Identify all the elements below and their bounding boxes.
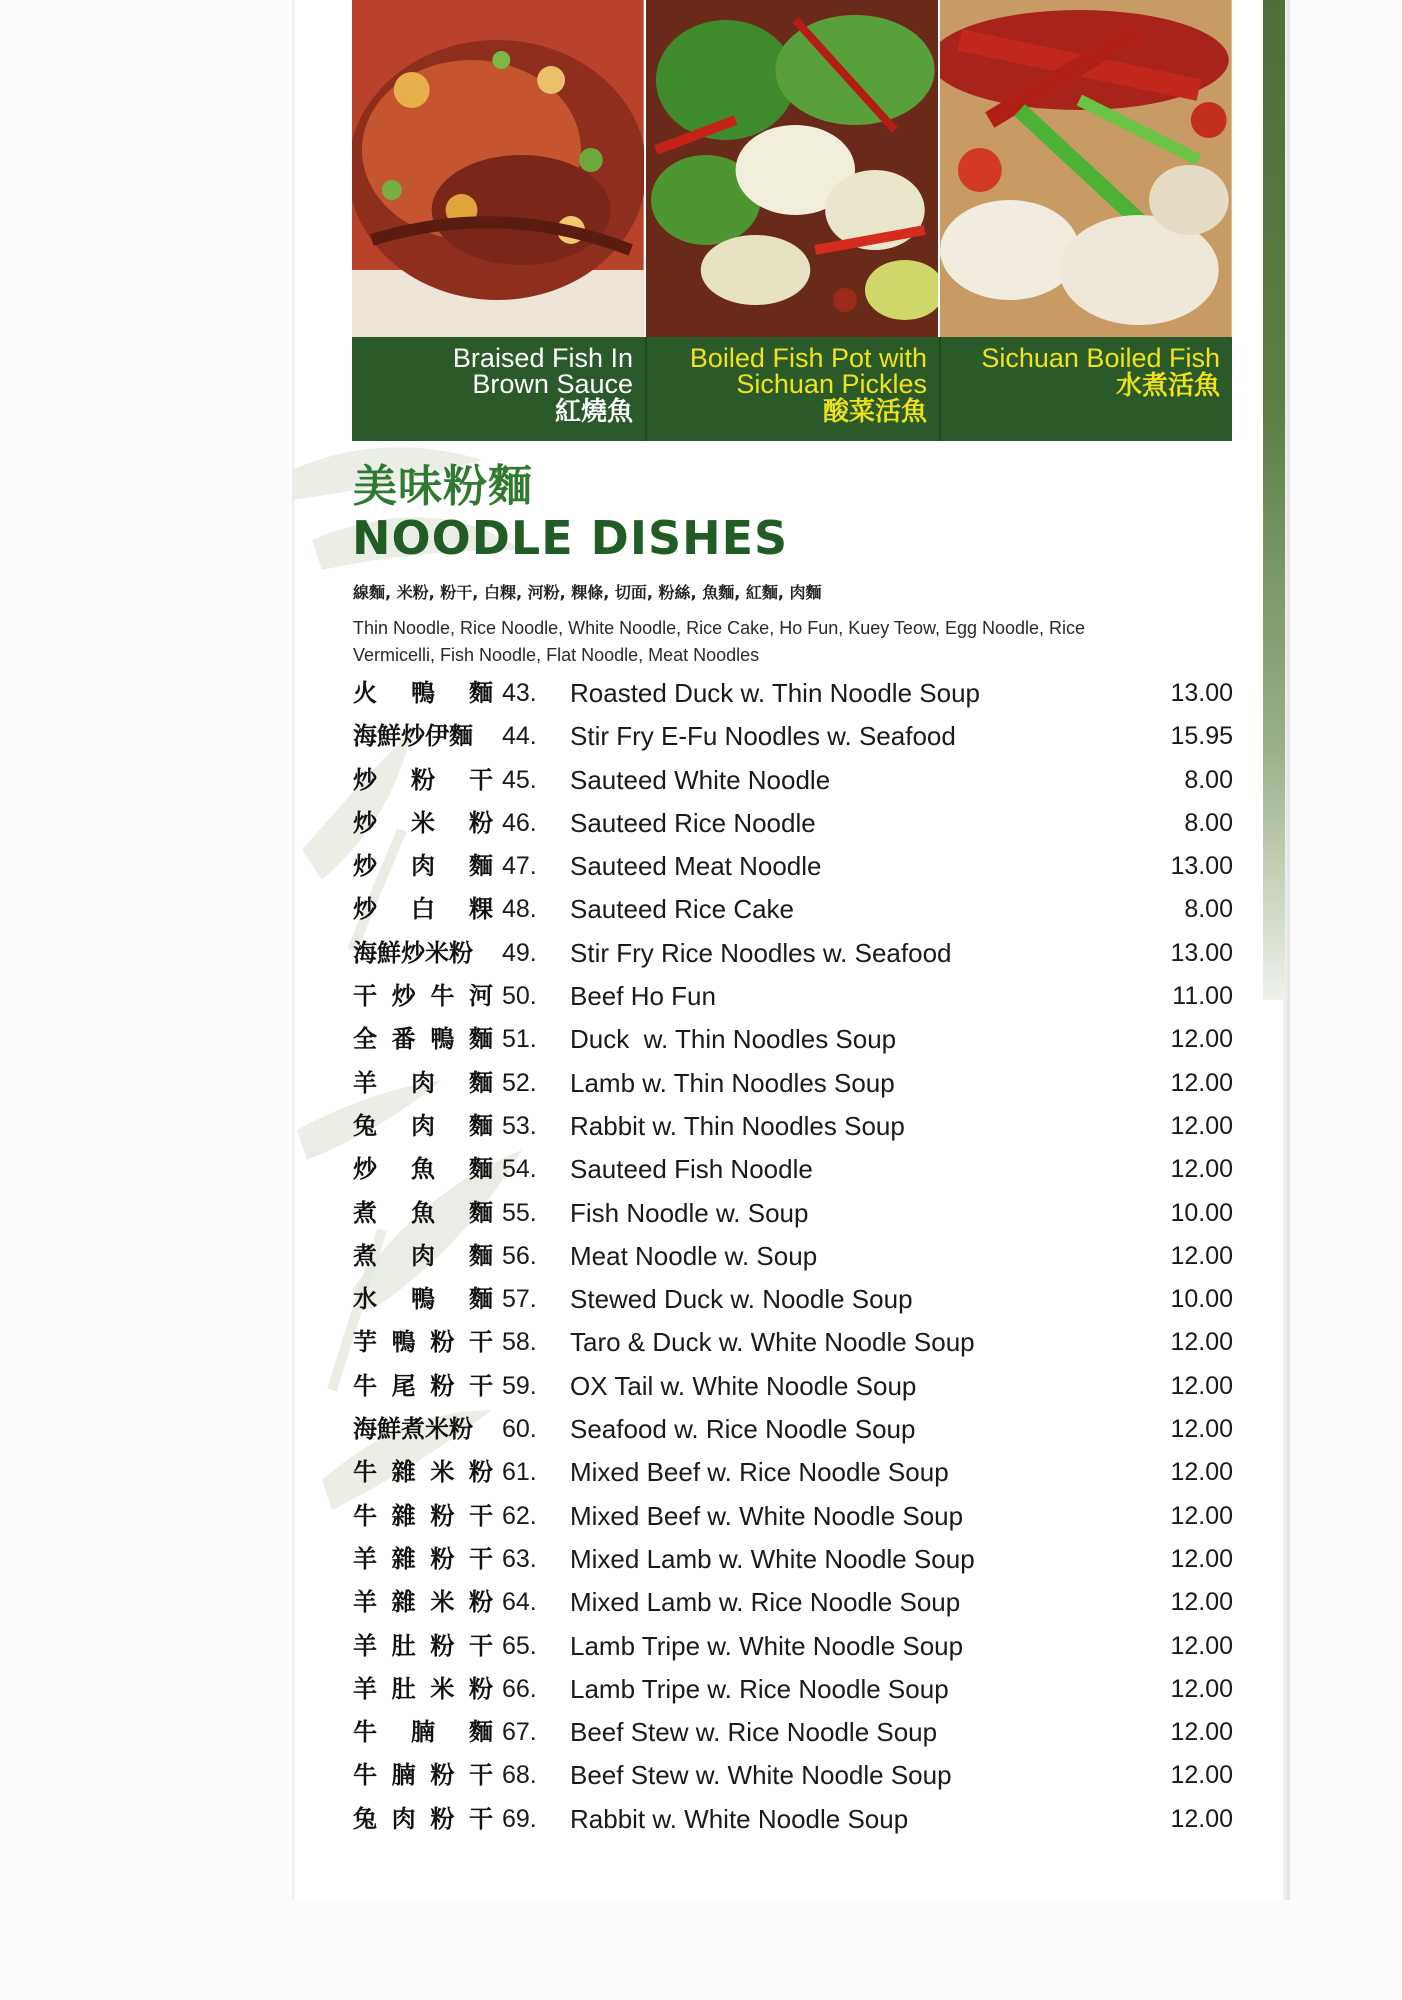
item-price: 13.00 <box>1170 938 1233 967</box>
item-chinese-char: 水 <box>353 1285 377 1314</box>
item-price: 12.00 <box>1170 1761 1233 1790</box>
item-number: 49. <box>502 938 537 967</box>
item-chinese-name <box>353 1151 493 1187</box>
item-english-name: Meat Noodle w. Soup <box>570 1240 818 1271</box>
menu-item <box>353 1151 1233 1194</box>
item-chinese-char: 粉 <box>411 765 435 794</box>
item-chinese-name <box>353 1411 493 1447</box>
item-chinese-char: 牛 <box>353 1371 377 1400</box>
item-chinese-char: 腩 <box>391 1761 416 1790</box>
item-chinese-char: 煮 <box>353 1241 377 1270</box>
item-number: 45. <box>502 765 537 794</box>
item-chinese-char: 尾 <box>391 1371 416 1400</box>
item-number: 68. <box>502 1761 537 1790</box>
menu-item <box>353 1281 1233 1324</box>
caption-braised-fish <box>352 337 645 441</box>
item-price: 12.00 <box>1170 1544 1233 1573</box>
item-chinese-char: 牛 <box>430 982 455 1011</box>
item-chinese-char: 牛 <box>353 1501 377 1530</box>
item-chinese-name <box>353 1628 493 1664</box>
item-price: 12.00 <box>1170 1415 1233 1444</box>
item-chinese-char: 羊 <box>353 1631 377 1660</box>
item-chinese-name <box>353 1021 493 1057</box>
menu-item <box>353 805 1233 848</box>
braised-fish-photo <box>352 0 644 337</box>
menu-item <box>353 1065 1233 1108</box>
item-price: 12.00 <box>1170 1674 1233 1703</box>
item-chinese-char: 炒 <box>353 852 377 881</box>
item-chinese-char: 肚 <box>391 1674 416 1703</box>
caption-zh: 紅燒魚 <box>554 397 633 427</box>
item-price: 13.00 <box>1170 679 1233 707</box>
item-chinese-char: 粉 <box>430 1631 455 1660</box>
item-number: 50. <box>502 982 537 1011</box>
item-chinese-char: 炒 <box>353 1155 377 1184</box>
item-chinese-char: 兔 <box>353 1804 377 1833</box>
menu-item <box>353 1757 1233 1800</box>
item-chinese-name <box>353 1281 493 1317</box>
menu-item <box>353 935 1233 978</box>
menu-item <box>353 1108 1233 1151</box>
item-price: 12.00 <box>1170 1458 1233 1487</box>
item-chinese-char: 粿 <box>469 895 493 924</box>
item-chinese-name <box>353 1324 493 1360</box>
item-chinese-char: 肉 <box>411 1068 435 1097</box>
item-number: 63. <box>502 1544 537 1573</box>
menu-item <box>353 1498 1233 1541</box>
item-chinese-name <box>353 935 493 971</box>
item-chinese-char: 雜 <box>391 1544 416 1573</box>
item-chinese-char: 海鮮煮米粉 <box>353 1415 473 1444</box>
section-title-en: NOODLE DISHES <box>352 511 789 565</box>
menu-item <box>353 1454 1233 1497</box>
item-chinese-char: 干 <box>468 1544 493 1573</box>
item-chinese-char: 火 <box>353 679 377 707</box>
item-chinese-name <box>353 762 493 798</box>
item-chinese-char: 粉 <box>468 1588 493 1617</box>
item-chinese-char: 米 <box>430 1588 455 1617</box>
caption-en: Braised Fish In Brown Sauce <box>452 343 633 399</box>
item-price: 12.00 <box>1170 1068 1233 1097</box>
item-chinese-char: 羊 <box>353 1588 377 1617</box>
item-chinese-char: 干 <box>468 1804 493 1833</box>
noodle-types-en: Thin Noodle, Rice Noodle, White Noodle, Rice Cake, Ho Fun, Kuey Teow, Egg Noodle, Rice Vermicelli, Fish Noodle, Flat Noodle, Meat Noodles <box>353 618 1086 665</box>
item-number: 57. <box>502 1285 537 1314</box>
item-number: 47. <box>502 852 537 881</box>
item-price: 11.00 <box>1172 982 1233 1011</box>
item-english-name: Duck w. Thin Noodles Soup <box>570 1024 897 1055</box>
item-price: 12.00 <box>1170 1025 1233 1054</box>
item-chinese-char: 牛 <box>353 1718 377 1747</box>
menu-item <box>353 1368 1233 1411</box>
item-price: 10.00 <box>1170 1285 1233 1314</box>
item-chinese-char: 牛 <box>353 1458 377 1487</box>
item-chinese-char: 干 <box>468 1631 493 1660</box>
item-chinese-char: 粉 <box>430 1328 455 1357</box>
item-chinese-char: 海鮮炒米粉 <box>353 938 473 967</box>
item-english-name: Sauteed Rice Cake <box>570 894 795 925</box>
item-chinese-char: 米 <box>411 808 435 837</box>
item-chinese-name <box>353 1065 493 1101</box>
item-chinese-char: 肉 <box>391 1804 416 1833</box>
menu-item <box>353 1411 1233 1454</box>
item-price: 12.00 <box>1170 1631 1233 1660</box>
menu-item <box>353 762 1233 805</box>
item-chinese-char: 兔 <box>353 1111 377 1140</box>
item-chinese-char: 羊 <box>353 1544 377 1573</box>
item-chinese-char: 鴨 <box>411 1285 435 1314</box>
item-chinese-char: 雜 <box>391 1588 416 1617</box>
item-chinese-char: 鴨 <box>391 1328 416 1357</box>
item-chinese-name <box>353 1454 493 1490</box>
item-chinese-char: 河 <box>468 982 493 1011</box>
item-chinese-char: 魚 <box>411 1198 435 1227</box>
item-price: 13.00 <box>1170 852 1233 881</box>
item-chinese-name <box>353 1757 493 1793</box>
item-chinese-char: 羊 <box>353 1068 377 1097</box>
item-chinese-char: 粉 <box>430 1544 455 1573</box>
item-number: 46. <box>502 808 537 837</box>
menu-item <box>353 1238 1233 1281</box>
menu-item <box>353 1541 1233 1584</box>
item-price: 15.95 <box>1170 722 1233 751</box>
item-chinese-char: 粉 <box>430 1501 455 1530</box>
item-chinese-char: 腩 <box>411 1718 435 1747</box>
item-chinese-name <box>353 718 493 754</box>
item-chinese-name <box>353 805 493 841</box>
item-chinese-char: 粉 <box>468 1674 493 1703</box>
item-chinese-char: 煮 <box>353 1198 377 1227</box>
item-number: 59. <box>502 1371 537 1400</box>
item-chinese-char: 麵 <box>468 1025 493 1054</box>
item-number: 54. <box>502 1155 537 1184</box>
item-chinese-char: 米 <box>430 1458 455 1487</box>
item-chinese-char: 麵 <box>469 1718 493 1747</box>
item-chinese-name <box>353 891 493 927</box>
caption-sichuan-boiled-fish <box>939 337 1232 441</box>
boiled-fish-pickles-photo <box>644 0 939 337</box>
item-chinese-name <box>353 1498 493 1534</box>
item-english-name: Lamb w. Thin Noodles Soup <box>570 1067 895 1098</box>
item-number: 44. <box>502 722 537 751</box>
item-number: 51. <box>502 1025 537 1054</box>
item-chinese-char: 粉 <box>468 1458 493 1487</box>
item-chinese-char: 肉 <box>411 1241 435 1270</box>
item-chinese-name <box>353 1238 493 1274</box>
item-chinese-char: 干 <box>468 1501 493 1530</box>
menu-item <box>353 675 1233 718</box>
item-number: 52. <box>502 1068 537 1097</box>
item-chinese-name <box>353 1584 493 1620</box>
menu-item <box>353 718 1233 761</box>
item-english-name: Sauteed Meat Noodle <box>570 851 822 882</box>
item-chinese-char: 干 <box>469 765 493 794</box>
menu-item <box>353 1324 1233 1367</box>
menu-item <box>353 891 1233 934</box>
item-chinese-char: 番 <box>391 1025 416 1054</box>
item-number: 56. <box>502 1241 537 1270</box>
item-price: 8.00 <box>1184 895 1233 924</box>
item-chinese-char: 麵 <box>469 852 493 881</box>
item-chinese-char: 麵 <box>469 1198 493 1227</box>
item-number: 58. <box>502 1328 537 1357</box>
item-number: 60. <box>502 1415 537 1444</box>
item-chinese-name <box>353 1368 493 1404</box>
menu-item <box>353 1628 1233 1671</box>
item-english-name: Rabbit w. Thin Noodles Soup <box>570 1110 905 1141</box>
photo-caption-band <box>352 337 1232 441</box>
menu-item <box>353 1195 1233 1238</box>
item-chinese-char: 芋 <box>353 1328 377 1357</box>
item-chinese-char: 麵 <box>469 1111 493 1140</box>
item-english-name: Stir Fry Rice Noodles w. Seafood <box>570 937 952 968</box>
caption-boiled-fish-pickles <box>645 337 939 441</box>
item-chinese-char: 羊 <box>353 1674 377 1703</box>
item-number: 55. <box>502 1198 537 1227</box>
item-chinese-char: 米 <box>430 1674 455 1703</box>
item-number: 64. <box>502 1588 537 1617</box>
item-price: 12.00 <box>1170 1588 1233 1617</box>
item-english-name: Beef Stew w. Rice Noodle Soup <box>570 1717 938 1748</box>
item-english-name: Roasted Duck w. Thin Noodle Soup <box>570 678 980 708</box>
item-number: 66. <box>502 1674 537 1703</box>
section-title-zh: 美味粉麵 <box>353 461 533 512</box>
item-chinese-name <box>353 1801 493 1837</box>
item-english-name: Taro & Duck w. White Noodle Soup <box>570 1327 975 1358</box>
item-price: 12.00 <box>1170 1718 1233 1747</box>
item-price: 8.00 <box>1184 808 1233 837</box>
item-english-name: Mixed Beef w. Rice Noodle Soup <box>570 1457 949 1488</box>
caption-zh: 酸菜活魚 <box>822 397 927 427</box>
item-chinese-char: 海鮮炒伊麵 <box>353 722 473 751</box>
dish-photo-band <box>352 0 1232 337</box>
item-chinese-name <box>353 848 493 884</box>
item-english-name: Rabbit w. White Noodle Soup <box>570 1803 909 1834</box>
item-english-name: Seafood w. Rice Noodle Soup <box>570 1414 916 1445</box>
item-chinese-name <box>353 978 493 1014</box>
item-english-name: Beef Stew w. White Noodle Soup <box>570 1760 952 1791</box>
noodle-types-zh: 線麵, 米粉, 粉干, 白粿, 河粉, 粿條, 切面, 粉絲, 魚麵, 紅麵, 肉麵 <box>353 583 822 602</box>
item-number: 43. <box>502 679 537 707</box>
item-chinese-char: 炒 <box>353 765 377 794</box>
item-chinese-char: 炒 <box>391 982 416 1011</box>
item-chinese-char: 肉 <box>411 852 435 881</box>
item-chinese-char: 白 <box>411 895 435 924</box>
item-chinese-name <box>353 1671 493 1707</box>
item-number: 48. <box>502 895 537 924</box>
item-chinese-char: 麵 <box>469 1241 493 1270</box>
item-price: 8.00 <box>1184 765 1233 794</box>
item-chinese-char: 麵 <box>469 1155 493 1184</box>
menu-item <box>353 1801 1233 1844</box>
item-chinese-char: 鴨 <box>411 679 435 707</box>
item-number: 61. <box>502 1458 537 1487</box>
item-chinese-char: 干 <box>468 1328 493 1357</box>
item-chinese-char: 粉 <box>430 1761 455 1790</box>
item-chinese-char: 麵 <box>469 1068 493 1097</box>
item-chinese-char: 牛 <box>353 1761 377 1790</box>
item-chinese-name <box>353 1714 493 1750</box>
item-chinese-char: 干 <box>468 1761 493 1790</box>
item-english-name: Mixed Lamb w. Rice Noodle Soup <box>570 1587 961 1618</box>
item-chinese-char: 粉 <box>430 1371 455 1400</box>
item-english-name: Lamb Tripe w. Rice Noodle Soup <box>570 1673 949 1704</box>
item-chinese-char: 肚 <box>391 1631 416 1660</box>
item-chinese-name <box>353 1541 493 1577</box>
item-number: 67. <box>502 1718 537 1747</box>
item-price: 12.00 <box>1170 1371 1233 1400</box>
caption-en: Boiled Fish Pot with Sichuan Pickles <box>689 343 927 399</box>
item-english-name: Beef Ho Fun <box>570 981 716 1012</box>
menu-item <box>353 1584 1233 1627</box>
item-chinese-char: 炒 <box>353 895 377 924</box>
item-chinese-name <box>353 675 493 711</box>
menu-item <box>353 1714 1233 1757</box>
item-chinese-char: 粉 <box>469 808 493 837</box>
item-number: 69. <box>502 1804 537 1833</box>
item-english-name: Lamb Tripe w. White Noodle Soup <box>570 1630 964 1661</box>
item-chinese-char: 麵 <box>469 679 493 707</box>
facing-page-strip <box>1263 0 1285 1000</box>
item-english-name: Fish Noodle w. Soup <box>570 1197 809 1228</box>
item-number: 62. <box>502 1501 537 1530</box>
item-english-name: Sauteed White Noodle <box>570 764 831 795</box>
item-chinese-char: 魚 <box>411 1155 435 1184</box>
item-price: 12.00 <box>1170 1111 1233 1140</box>
item-chinese-char: 肉 <box>411 1111 435 1140</box>
sichuan-boiled-fish-photo <box>938 0 1232 337</box>
item-chinese-char: 全 <box>353 1025 377 1054</box>
item-english-name: Sauteed Fish Noodle <box>570 1154 813 1185</box>
menu-item <box>353 1671 1233 1714</box>
item-english-name: Sauteed Rice Noodle <box>570 807 816 838</box>
item-price: 12.00 <box>1170 1501 1233 1530</box>
menu-item <box>353 978 1233 1021</box>
item-chinese-char: 干 <box>468 1371 493 1400</box>
caption-en: Sichuan Boiled Fish <box>981 343 1220 373</box>
item-chinese-name <box>353 1195 493 1231</box>
item-chinese-char: 炒 <box>353 808 377 837</box>
item-english-name: Stir Fry E-Fu Noodles w. Seafood <box>570 721 956 752</box>
item-number: 53. <box>502 1111 537 1140</box>
item-english-name: OX Tail w. White Noodle Soup <box>570 1370 917 1401</box>
noodle-menu-list <box>353 675 1233 1844</box>
item-chinese-name <box>353 1108 493 1144</box>
item-chinese-char: 麵 <box>469 1285 493 1314</box>
item-price: 10.00 <box>1170 1198 1233 1227</box>
menu-item <box>353 1021 1233 1064</box>
item-chinese-char: 干 <box>353 982 377 1011</box>
item-chinese-char: 雜 <box>391 1501 416 1530</box>
item-number: 65. <box>502 1631 537 1660</box>
item-english-name: Mixed Beef w. White Noodle Soup <box>570 1500 964 1531</box>
item-price: 12.00 <box>1170 1804 1233 1833</box>
menu-item <box>353 848 1233 891</box>
item-chinese-char: 鴨 <box>430 1025 455 1054</box>
item-english-name: Mixed Lamb w. White Noodle Soup <box>570 1543 975 1574</box>
item-chinese-char: 粉 <box>430 1804 455 1833</box>
item-price: 12.00 <box>1170 1155 1233 1184</box>
item-price: 12.00 <box>1170 1241 1233 1270</box>
item-english-name: Stewed Duck w. Noodle Soup <box>570 1284 913 1315</box>
item-price: 12.00 <box>1170 1328 1233 1357</box>
caption-zh: 水煮活魚 <box>1115 371 1220 401</box>
item-chinese-char: 雜 <box>391 1458 416 1487</box>
